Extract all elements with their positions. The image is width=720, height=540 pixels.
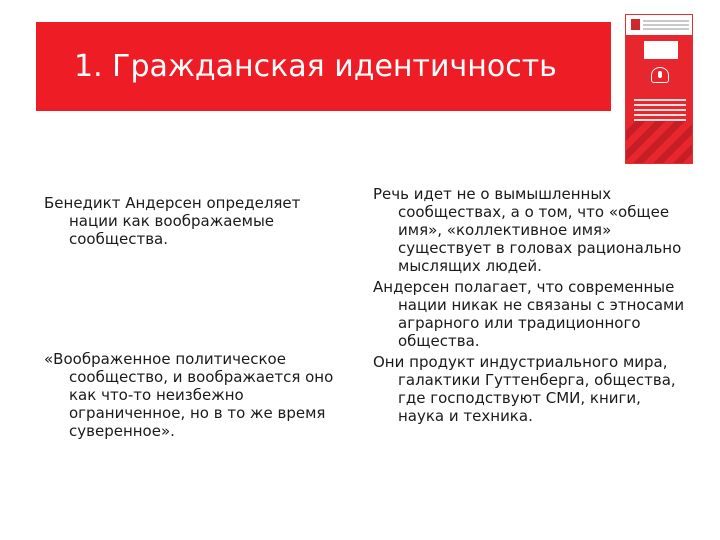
- lightbulb-icon: [651, 67, 669, 83]
- left-paragraph-1: Бенедикт Андерсен определяет нации как воображаемые сообщества.: [44, 194, 301, 248]
- right-text-block: [373, 185, 688, 425]
- emblem-icon: [631, 19, 640, 30]
- left-text-block-1: [44, 194, 344, 248]
- right-paragraph-1: Речь идет не о вымышленных сообществах, а о том, что «общее имя», «коллективное имя» существует в головах рационально мыслящих людей.: [373, 185, 682, 275]
- left-text-block-2: [44, 350, 349, 440]
- book-cover-image: [625, 14, 693, 164]
- slide-title: 1. Гражданская идентичность: [74, 49, 557, 84]
- right-paragraph-2: Андерсен полагает, что современные нации никак не связаны с этносами аграрного или традиционного общества.: [373, 278, 685, 350]
- cover-label-plate: [644, 41, 678, 59]
- left-paragraph-2: «Воображенное политическое сообщество, и воображается оно как что-то неизбежно ограниченное, но в то же время суверенное».: [44, 350, 334, 440]
- cover-header-lines: [643, 20, 689, 32]
- cover-stripes-decoration: [626, 121, 692, 163]
- title-banner: [36, 22, 611, 111]
- right-paragraph-3: Они продукт индустриального мира, галактики Гуттенберга, общества, где господствуют СМИ, книги, наука и техника.: [373, 353, 676, 425]
- cover-header: [626, 15, 692, 35]
